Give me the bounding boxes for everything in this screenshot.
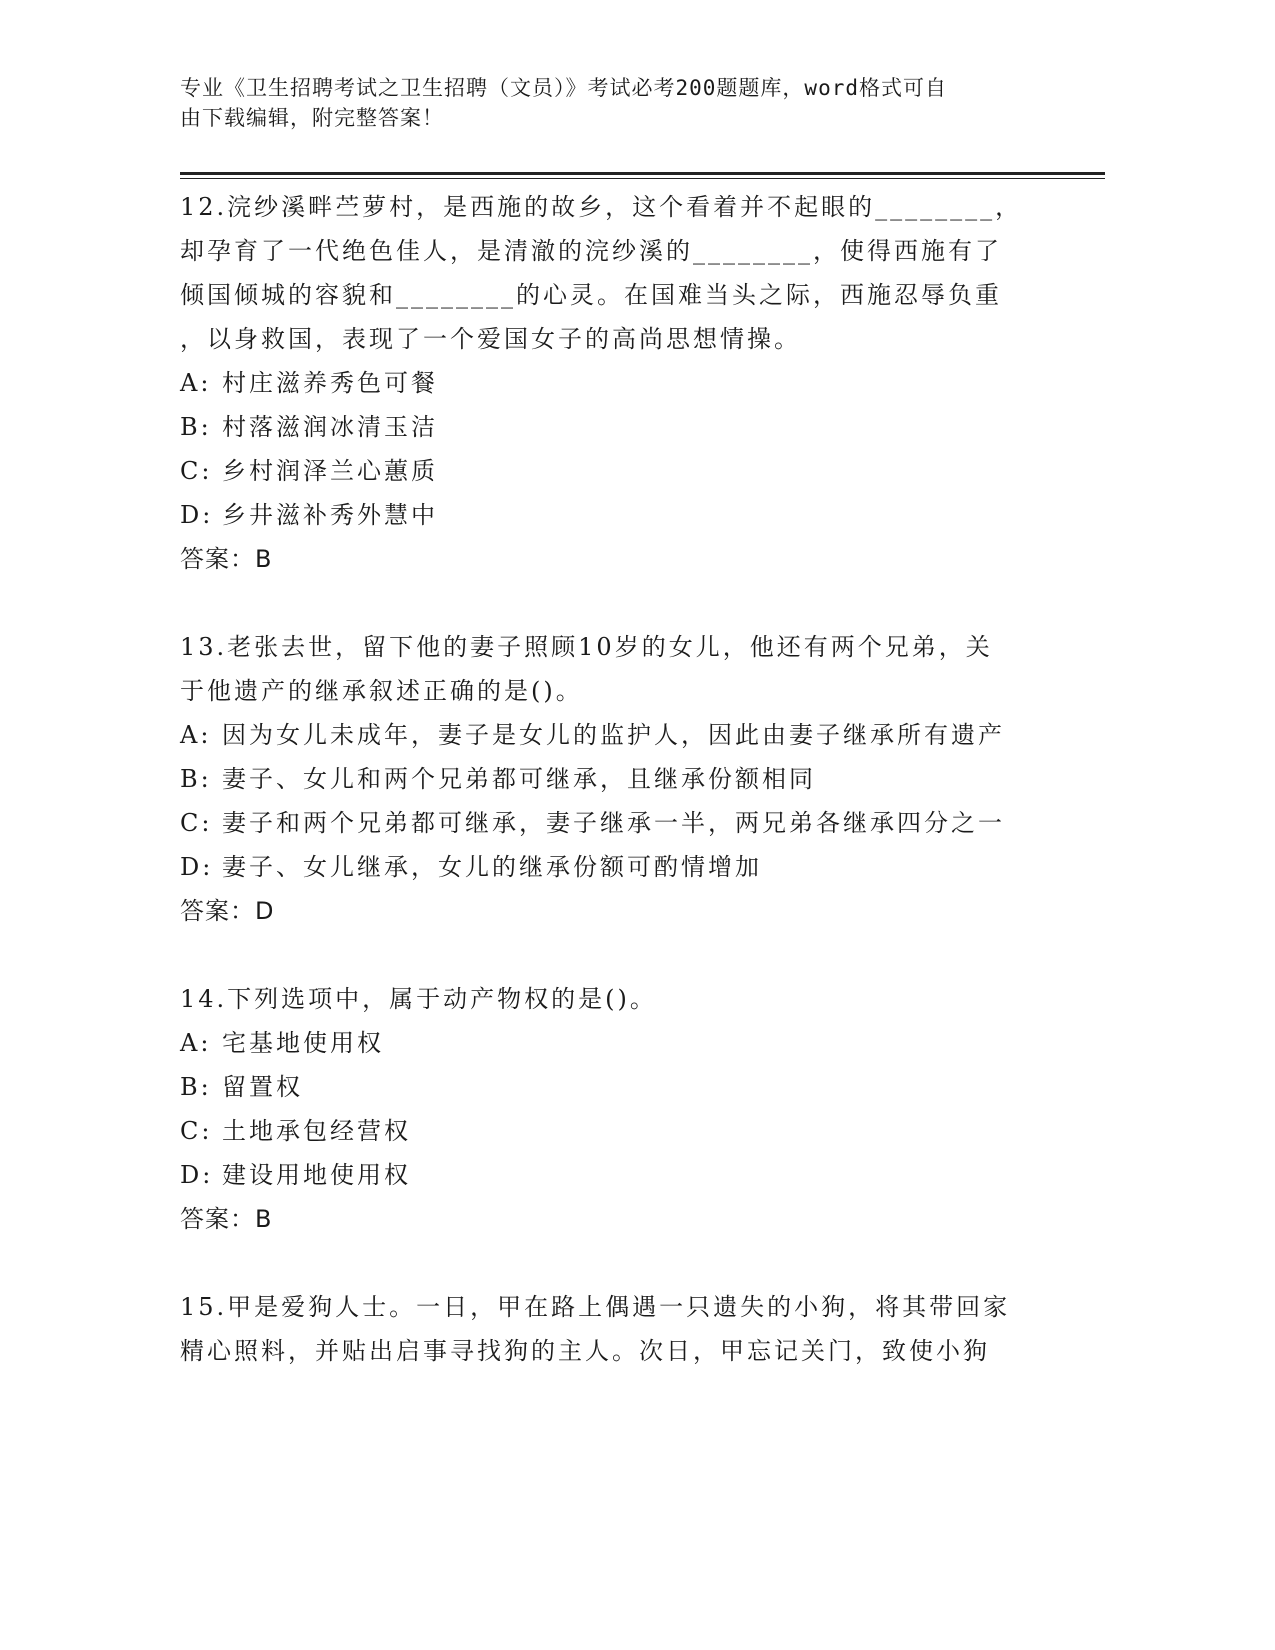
option-a xyxy=(180,361,1060,405)
option-text: 妻子、女儿和两个兄弟都可继承，且继承份额相同 xyxy=(222,765,816,793)
option-key: B: xyxy=(180,1073,212,1101)
option-text: 土地承包经营权 xyxy=(222,1117,411,1145)
option-key: A: xyxy=(180,1029,212,1057)
option-text: 乡村润泽兰心蕙质 xyxy=(222,457,438,485)
option-c xyxy=(180,801,1060,845)
answer-line: 答案：D xyxy=(180,897,275,925)
option-key: C: xyxy=(180,457,213,485)
question-text-line: 15.甲是爱狗人士。一日，甲在路上偶遇一只遗失的小狗，将其带回家 xyxy=(180,1293,1011,1321)
option-text: 妻子、女儿继承，女儿的继承份额可酌情增加 xyxy=(222,853,762,881)
option-c xyxy=(180,1109,1060,1153)
question-text-line: 14.下列选项中，属于动产物权的是()。 xyxy=(180,985,657,1013)
question-text-line: 于他遗产的继承叙述正确的是()。 xyxy=(180,677,583,705)
question-spacer xyxy=(180,933,1060,977)
option-text: 村落滋润冰清玉洁 xyxy=(222,413,438,441)
option-b xyxy=(180,1065,1060,1109)
option-key: B: xyxy=(180,765,212,793)
option-a xyxy=(180,713,1060,757)
option-d xyxy=(180,493,1060,537)
question-text-line: ，以身救国，表现了一个爱国女子的高尚思想情操。 xyxy=(180,325,801,353)
header-divider-thick xyxy=(180,172,1105,175)
option-key: A: xyxy=(180,721,212,749)
question-spacer xyxy=(180,581,1060,625)
header-line-2: 由下载编辑，附完整答案！ xyxy=(180,106,444,130)
question-12 xyxy=(180,185,1060,581)
document-header xyxy=(180,73,1060,133)
option-text: 留置权 xyxy=(222,1073,303,1101)
header-divider-thin xyxy=(180,178,1105,179)
option-text: 建设用地使用权 xyxy=(222,1161,411,1189)
question-list xyxy=(180,185,1060,1373)
question-text-line: 精心照料，并贴出启事寻找狗的主人。次日，甲忘记关门，致使小狗 xyxy=(180,1337,990,1365)
question-spacer xyxy=(180,1241,1060,1285)
option-text: 乡井滋补秀外慧中 xyxy=(222,501,438,529)
option-text: 村庄滋养秀色可餐 xyxy=(222,369,438,397)
option-d xyxy=(180,1153,1060,1197)
question-text-line: 倾国倾城的容貌和________的心灵。在国难当头之际，西施忍辱负重 xyxy=(180,281,1002,309)
option-key: B: xyxy=(180,413,212,441)
option-text: 因为女儿未成年，妻子是女儿的监护人，因此由妻子继承所有遗产 xyxy=(222,721,1005,749)
question-15 xyxy=(180,1285,1060,1373)
option-b xyxy=(180,405,1060,449)
option-a xyxy=(180,1021,1060,1065)
option-d xyxy=(180,845,1060,889)
question-14 xyxy=(180,977,1060,1241)
option-text: 妻子和两个兄弟都可继承，妻子继承一半，两兄弟各继承四分之一 xyxy=(222,809,1005,837)
question-13 xyxy=(180,625,1060,933)
option-c xyxy=(180,449,1060,493)
question-text-line: 12.浣纱溪畔苎萝村，是西施的故乡，这个看着并不起眼的________， xyxy=(180,193,1023,221)
answer-line: 答案：B xyxy=(180,545,273,573)
option-key: C: xyxy=(180,1117,213,1145)
option-text: 宅基地使用权 xyxy=(222,1029,384,1057)
option-b xyxy=(180,757,1060,801)
header-line-1: 专业《卫生招聘考试之卫生招聘（文员）》考试必考200题题库，word格式可自 xyxy=(180,76,947,100)
answer-line: 答案：B xyxy=(180,1205,273,1233)
option-key: A: xyxy=(180,369,212,397)
option-key: D: xyxy=(180,853,214,881)
question-text-line: 却孕育了一代绝色佳人，是清澈的浣纱溪的________，使得西施有了 xyxy=(180,237,1002,265)
option-key: C: xyxy=(180,809,213,837)
question-text-line: 13.老张去世，留下他的妻子照顾10岁的女儿，他还有两个兄弟，关 xyxy=(180,633,993,661)
option-key: D: xyxy=(180,1161,214,1189)
option-key: D: xyxy=(180,501,214,529)
